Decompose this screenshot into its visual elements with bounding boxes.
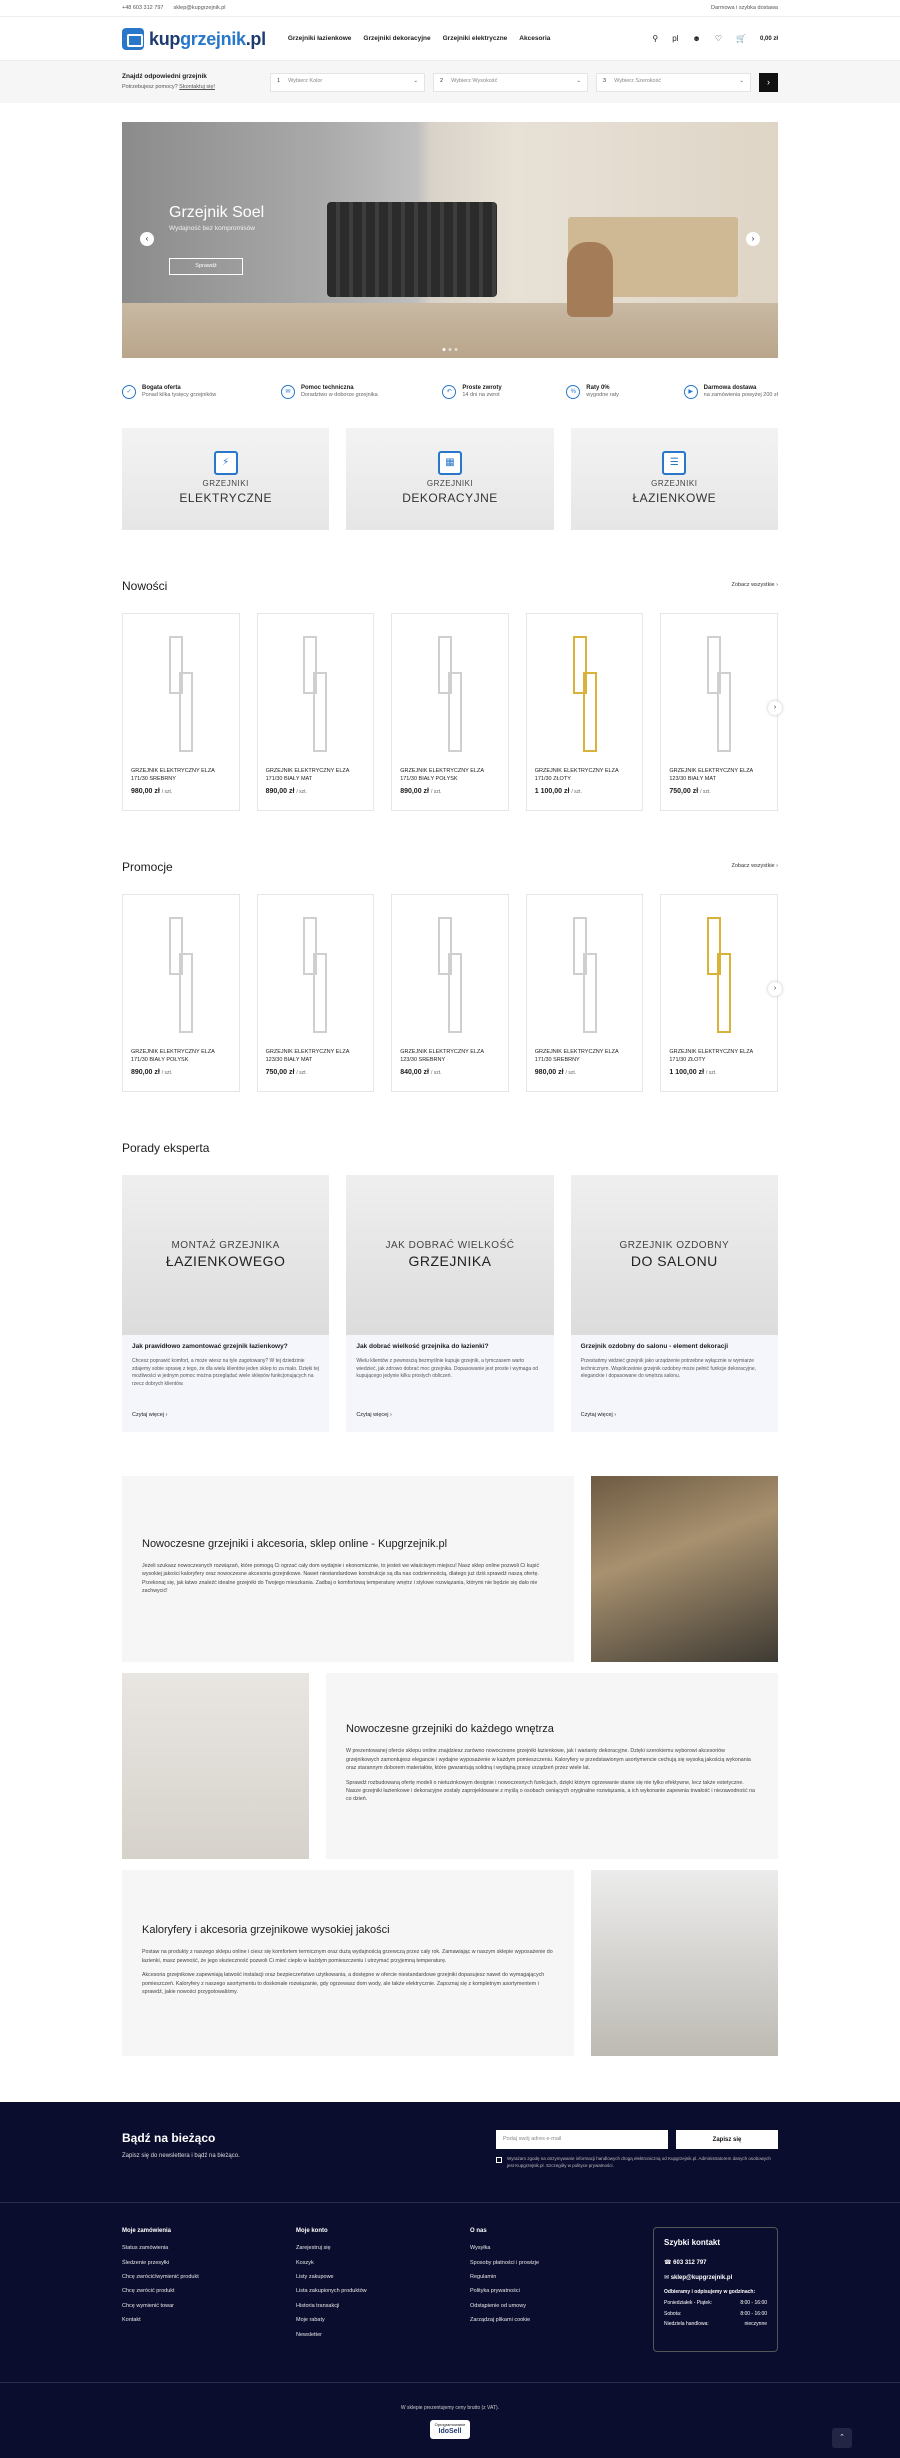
new-title: Nowości [122,578,168,593]
product-price: 890,00 zł / szt. [265,788,307,796]
user-icon[interactable]: ☻ [692,33,701,43]
footer-column: O nas Wysyłka Sposoby płatności i prowizje Regulamin Polityka prywatności Odstąpienie od umowy Zarządzaj plikami cookie [470,2227,644,2352]
expert-articles [122,1175,778,1432]
product-name: GRZEJNIK ELEKTRYCZNY ELZA 171/30 BIAŁY POŁYSK [131,1048,215,1064]
product-price: 1 100,00 zł / szt. [534,788,582,796]
product-price: 980,00 zł / szt. [534,1069,577,1077]
height-select[interactable]: 2 Wybierz Wysokość ⌄ [433,73,588,92]
interior-photo [122,1673,309,1859]
plug-icon: ⚡ [214,451,238,475]
promo-products [122,894,778,1092]
promo-see-all-link[interactable]: Zobacz wszystkie › [731,863,778,870]
product-image [535,624,635,769]
read-more-link[interactable]: Czytaj więcej › [356,1411,392,1418]
footer-link[interactable]: Chcę zwrócić/wymienić produkt [122,2274,199,2281]
product-price: 750,00 zł / szt. [265,1069,307,1077]
newsletter: Bądź na bieżąco Zapisz się do newslettera i bądź na bieżąco. Podaj swój adres e-mail Zapisz się Wyrażam zgodę na otrzymywanie informacji handlowych drogą elektroniczną od Kupgrzejnik.pl. Administratorem danych osobowych jest Kupgrzejnik.pl. Szczegóły w polityce prywatności. [0,2102,900,2202]
product-card[interactable] [660,613,778,811]
category-bathroom[interactable]: ☰ GRZEJNIKI ŁAZIENKOWE [571,428,778,530]
footer-column: Moje konto Zarejestruj się Koszyk Listy zakupowe Lista zakupionych produktów Historia transakcji Moje rabaty Newsletter [296,2227,470,2352]
footer-link[interactable]: Zarządzaj plikami cookie [470,2317,531,2324]
contact-email[interactable]: ✉ sklep@kupgrzejnik.pl [664,2274,733,2281]
footer-link[interactable]: Lista zakupionych produktów [296,2288,367,2295]
category-tiles [122,428,778,530]
next-products-button[interactable]: › [768,701,782,715]
product-image [400,905,500,1050]
cart-icon[interactable]: 🛒 [736,33,746,43]
footer-link[interactable]: Sposoby płatności i prowizje [470,2259,540,2266]
main-nav [288,35,551,44]
hero-slider [122,122,778,358]
footer [0,2202,900,2382]
product-image [131,905,231,1050]
nav-item-decorative[interactable]: Grzejniki dekoracyjne [363,34,431,42]
contact-phone[interactable]: ☎ 603 312 797 [664,2259,707,2266]
language-select[interactable]: pl [672,33,679,43]
consent-checkbox[interactable] [496,2157,502,2163]
usp-bar [122,384,778,400]
product-card[interactable] [391,894,509,1092]
footer-link[interactable]: Odstąpienie od umowy [470,2302,526,2309]
footer-bottom: W sklepie prezentujemy ceny brutto (z VAT). Oprogramowanie IdoSell ⌃ [0,2382,900,2458]
next-slide-button[interactable]: › [746,232,760,246]
product-price: 840,00 zł / szt. [400,1069,442,1077]
footer-link[interactable]: Historia transakcji [296,2302,340,2309]
new-see-all-link[interactable]: Zobacz wszystkie › [731,581,778,588]
footer-link[interactable]: Status zamówienia [122,2245,169,2252]
product-image [266,905,366,1050]
product-image [535,905,635,1050]
product-name: GRZEJNIK ELEKTRYCZNY ELZA 171/30 ZŁOTY [669,1048,753,1064]
promo-title: Promocje [122,859,173,874]
usp-item: ▶ Darmowa dostawa na zamówienia powyżej 200 zł [684,384,778,400]
product-name: GRZEJNIK ELEKTRYCZNY ELZA 171/30 SREBRNY [131,767,215,782]
radiator-finder: Znajdź odpowiedni grzejnik Potrzebujesz pomocy? Skontaktuj się! 1 Wybierz Kolor ⌄ 2 Wybierz Wysokość ⌄ 3 Wybierz Szerokość ⌄ › [0,61,900,103]
usp-item: ↶ Proste zwroty 14 dni na zwrot [442,384,501,400]
about-block-2: Nowoczesne grzejniki do każdego wnętrza W prezentowanej ofercie sklepu online znajdziesz zarówno nowoczesne grzejniki łazienkowe, jak i warianty dekoracyjne. Dzięki szerokiemu wyborowi akcesoriów grzejnikowych zamontujesz elegancie i wydajne wyposażenie w każdym pomieszczeniu. Kaloryfery w przedstawionym asortymencie cechują się wysoką jakością wykonania oraz starannym doborem materiałów, które gwarantują solidną i wydajną pracę urządzeń przez wiele lat. Sprawdź rozbudowaną ofertę modeli o nietuzinkowym designie i nowoczesnych funkcjach, dzięki którym ogrzewanie stanie się nie tylko efektywne, lecz także estetyczne. Nasze grzejniki łazienkowe i dekoracyjne zostały zaprojektowane z myślą o osobach ceniących oryginalne rozwiązania, a ich wykonanie zapewnia trwałość i niezawodność na co dzień. [122,1673,778,1859]
percent-icon: % [566,385,580,399]
usp-item: ✓ Bogata oferta Ponad kilka tysięcy grzejników [122,384,216,400]
nav-item-bathroom[interactable]: Grzejniki łazienkowe [287,34,352,42]
product-image [669,624,769,769]
quick-contact: Szybki kontakt ☎ 603 312 797 ✉ sklep@kupgrzejnik.pl Odbieramy i odpisujemy w godzinach: Poniedziałek - Piątek: 8:00 - 16:00 Sobota: 8:00 - 16:00 Niedziela handlowa: nieczynne [653,2227,778,2352]
new-products [122,613,778,811]
next-products-button[interactable]: › [768,982,782,996]
chevron-down-icon: ⌄ [739,78,744,85]
hero-subtitle: Wydajność bez kompromisów [169,225,255,232]
email-link[interactable]: sklep@kupgrzejnik.pl [173,4,226,11]
footer-link[interactable]: Newsletter [296,2331,322,2338]
product-card[interactable] [122,613,240,811]
footer-link[interactable]: Regulamin [470,2274,497,2281]
footer-link[interactable]: Listy zakupowe [296,2274,334,2281]
about-block-3: Kaloryfery i akcesoria grzejnikowe wysokiej jakości Postaw na produkty z naszego sklepu online i ciesz się komfortem termicznym oraz dużą wydajnością grzewczą przez cały rok. Zamawiając w naszym sklepie wyposażenie do łazienki, masz pewność, że jego skuteczność pozwoli Ci mieć ciepło w każdym pomieszczeniu i utrzymać przyjemną temperaturę. Akcesoria grzejnikowe zapewniają łatwość instalacji oraz bezpieczeństwo użytkowania, a dostępne w ofercie niestandardowe grzejniki dopasujesz nawet do wymagających pomieszczeń. Kaloryfery z naszego asortymentu to doskonałe rozwiązanie, gdy ogrzewasz dom wody, ale także elektrycznie. Zapoznaj się z kompletnym asortymentem i sprawdź, jakie nowości przygotowaliśmy. [122,1870,778,2056]
read-more-link[interactable]: Czytaj więcej › [580,1411,617,1418]
finder-submit-button[interactable]: › [759,73,778,92]
interior-photo [591,1476,778,1662]
product-image [400,624,500,769]
product-name: GRZEJNIK ELEKTRYCZNY ELZA 123/30 BIAŁY MAT [265,1048,350,1064]
product-card[interactable] [660,894,778,1092]
product-name: GRZEJNIK ELEKTRYCZNY ELZA 171/30 SREBRNY [534,1048,619,1064]
product-card[interactable] [257,613,375,811]
check-icon: ✓ [122,385,136,399]
category-decorative[interactable]: ▦ GRZEJNIKI DEKORACYJNE [346,428,553,530]
product-image [131,624,231,769]
read-more-link[interactable]: Czytaj więcej › [132,1411,168,1418]
chevron-down-icon: ⌄ [413,78,418,85]
idosell-badge[interactable]: Oprogramowanie IdoSell [430,2420,471,2439]
finder-title: Znajdź odpowiedni grzejnik [122,72,207,80]
product-price: 750,00 zł / szt. [669,788,711,796]
product-name: GRZEJNIK ELEKTRYCZNY ELZA 171/30 BIAŁY MAT [265,767,350,782]
width-select[interactable]: 3 Wybierz Szerokość ⌄ [596,73,751,92]
experts-title: Porady eksperta [122,1140,210,1155]
search-icon[interactable]: ⚲ [652,33,659,43]
about-block-1: Nowoczesne grzejniki i akcesoria, sklep online - Kupgrzejnik.pl Jeżeli szukasz nowoczesnych rozwiązań, które pomogą Ci ogrzać cały dom wydajnie i ekonomicznie, to jesteś we właściwym miejscu! Nasz sklep online pozwoli Ci kupić wysokiej jakości kaloryfery oraz nowoczesne akcesoria grzejnikowe. Nawet niestandardowe konstrukcje są dla nas codziennością, dlatego już dziś sprawdź naszą ofertę. Przekonaj się, jak łatwo znaleźć idealne grzejniki do Twojego mieszkania. Zadbaj o komfortową temperaturę wnętrz i stylowe rozwiązania, którymi nie będzie się dało nie zachwycić! [122,1476,778,1662]
product-price: 890,00 zł / szt. [131,1069,173,1077]
logo-icon [122,28,144,50]
footer-link[interactable]: Chcę wymienić towar [122,2302,174,2309]
footer-column: Moje zamówienia Status zamówienia Śledzenie przesyłki Chcę zwrócić/wymienić produkt Chcę zwrócić produkt Chcę wymienić towar Kontakt [122,2227,296,2352]
nav-item-electric[interactable]: Grzejniki elektryczne [442,34,508,42]
newsletter-email-input[interactable]: Podaj swój adres e-mail [496,2130,668,2149]
product-card[interactable] [257,894,375,1092]
product-card[interactable] [526,613,644,811]
cart-total[interactable]: 0,00 zł [759,35,778,42]
product-price: 1 100,00 zł / szt. [669,1069,717,1077]
return-icon: ↶ [442,385,456,399]
topbar [0,0,900,17]
prev-slide-button[interactable]: ‹ [140,232,154,246]
newsletter-submit-button[interactable]: Zapisz się [676,2130,778,2149]
footer-link[interactable]: Zarejestruj się [296,2245,331,2252]
hero-title: Grzejnik Soel [169,204,265,221]
ladder-icon: ☰ [662,451,686,475]
footer-link[interactable]: Wysyłka [470,2245,491,2252]
scroll-top-button[interactable]: ⌃ [832,2428,852,2448]
article-card[interactable]: MONTAŻ GRZEJNIKA ŁAZIENKOWEGO Jak prawidłowo zamontować grzejnik łazienkowy? Chcesz poprawić komfort, a może wiesz na tyle zagotowany? W tej dziedzinie zdajemy sobie sprawę z tego, że dla wielu klientów jeden sklep to za mało. Dzięki tej możliwości w jednym pomoc można przeglądać wiele sklepów funkcjonujących na rzecz dobrych klientów. Czytaj więcej › [122,1175,329,1432]
footer-link[interactable]: Koszyk [296,2259,314,2266]
usp-item: ✉ Pomoc techniczna Doradztwo w doborze grzejnika [281,384,378,400]
phone-link[interactable]: +48 603 312 797 [122,4,164,11]
product-card[interactable] [122,894,240,1092]
truck-icon: ▶ [684,385,698,399]
product-card[interactable] [526,894,644,1092]
header [0,17,900,61]
footer-link[interactable]: Polityka prywatności [470,2288,520,2295]
product-name: GRZEJNIK ELEKTRYCZNY ELZA 123/30 BIAŁY MAT [669,767,753,782]
contact-link[interactable]: Skontaktuj się! [179,83,215,90]
interior-photo [591,1870,778,2056]
radiator-image [327,202,497,297]
color-select[interactable]: 1 Wybierz Kolor ⌄ [270,73,425,92]
product-name: GRZEJNIK ELEKTRYCZNY ELZA 171/30 BIAŁY POŁYSK [400,767,484,782]
shipping-note: Darmowa i szybka dostawa [711,4,778,11]
product-name: GRZEJNIK ELEKTRYCZNY ELZA 123/30 SREBRNY [400,1048,484,1064]
product-price: 890,00 zł / szt. [400,788,442,796]
product-card[interactable] [391,613,509,811]
nav-item-accessories[interactable]: Akcesoria [519,34,551,42]
article-card[interactable]: JAK DOBRAĆ WIELKOŚĆ GRZEJNIKA Jak dobrać wielkość grzejnika do łazienki? Wielu klientów z pewnoscią bezmyślnie kupuje grzejnik, a tymczasem warto wiedzieć, jak zdrowo dobrać moc grzejnika. Dopasowanie jest proste i wymaga od kupującego jedynie kilku prostych obliczeń. Czytaj więcej › [346,1175,553,1432]
logo[interactable]: kupgrzejnik.pl [122,27,266,51]
product-name: GRZEJNIK ELEKTRYCZNY ELZA 171/30 ZŁOTY [534,767,619,782]
product-image [266,624,366,769]
footer-link[interactable]: Śledzenie przesyłki [122,2259,170,2266]
footer-link[interactable]: Moje rabaty [296,2317,325,2324]
chat-icon: ✉ [281,385,295,399]
footer-link[interactable]: Chcę zwrócić produkt [122,2288,175,2295]
usp-item: % Raty 0% wygodne raty [566,384,619,400]
product-price: 980,00 zł / szt. [131,788,173,796]
heart-icon[interactable]: ♡ [714,33,723,43]
hero-button[interactable]: Sprawdź [169,258,243,275]
footer-link[interactable]: Kontakt [122,2317,141,2324]
category-electric[interactable]: ⚡ GRZEJNIKI ELEKTRYCZNE [122,428,329,530]
slider-dots[interactable] [443,348,458,351]
squares-icon: ▦ [438,451,462,475]
product-image [669,905,769,1050]
chevron-down-icon: ⌄ [576,78,581,85]
article-card[interactable]: GRZEJNIK OZDOBNY DO SALONU Grzejnik ozdobny do salonu - element dekoracji Przestańmy widzieć grzejnik jako urządzenie potrzebne wyłącznie w wymiarze technicznym. Współcześnie grzejnik ozdobny może pełnić funkcje dekoracyjne, eleganckie i dopasowane do wnętrza salonu. Czytaj więcej › [571,1175,778,1432]
